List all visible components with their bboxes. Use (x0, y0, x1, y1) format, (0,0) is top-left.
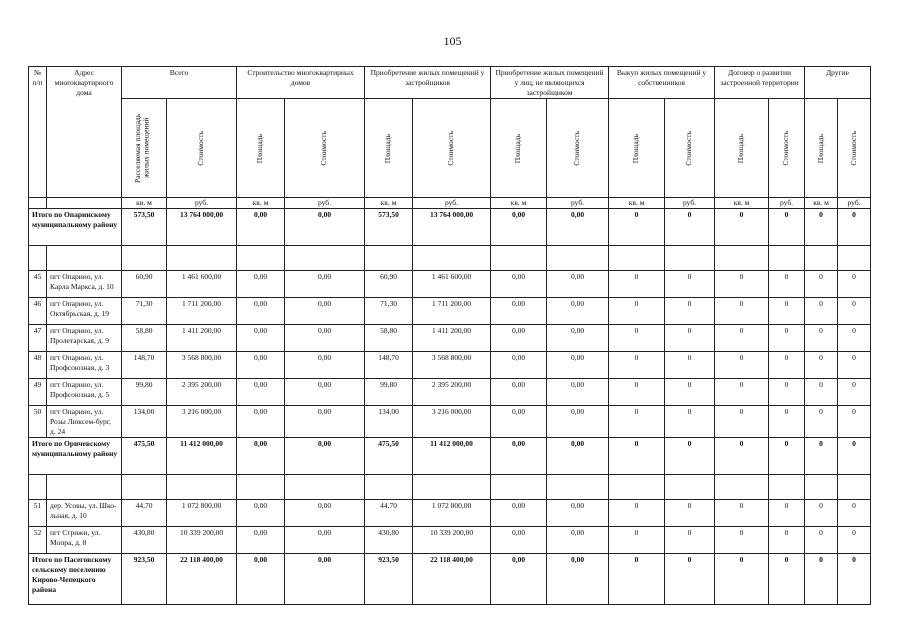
table-row (29, 379, 871, 406)
row-value: 0 (769, 406, 805, 438)
total-value: 0 (609, 438, 665, 475)
row-value: 44,70 (122, 500, 167, 527)
empty-cell (715, 475, 769, 500)
total-row (29, 554, 871, 605)
total-value: 0 (805, 554, 838, 605)
row-value: 0,00 (547, 325, 609, 352)
empty-cell (413, 475, 491, 500)
row-value: 0,00 (285, 271, 365, 298)
row-number: 45 (29, 271, 47, 298)
row-value: 99,80 (365, 379, 413, 406)
unit-cost: руб. (285, 198, 365, 209)
row-value: 58,80 (122, 325, 167, 352)
total-row (29, 209, 871, 246)
row-value: 0 (715, 325, 769, 352)
total-value: 573,50 (365, 209, 413, 246)
row-value: 0,00 (491, 298, 547, 325)
total-value: 0,00 (547, 438, 609, 475)
empty-cell (285, 246, 365, 271)
row-value: 0 (838, 352, 871, 379)
group-header: Приобретение жилых помещений у застройщиков (365, 67, 491, 99)
empty-cell (547, 475, 609, 500)
row-value: 1 411 200,00 (413, 325, 491, 352)
row-value: 148,70 (122, 352, 167, 379)
total-label: Итого по Оричевскому муниципальному району (29, 438, 122, 475)
total-value: 0,00 (547, 554, 609, 605)
total-value: 0,00 (491, 554, 547, 605)
empty-cell (47, 475, 122, 500)
unit-cost: руб. (665, 198, 715, 209)
total-value: 0 (715, 554, 769, 605)
row-value: 430,80 (122, 527, 167, 554)
sub-header: Площадь (736, 133, 746, 163)
total-value: 0,00 (237, 209, 285, 246)
row-value: 0,00 (491, 271, 547, 298)
unit-area: кв. м (715, 198, 769, 209)
table-row (29, 271, 871, 298)
total-row (29, 438, 871, 475)
row-value: 0 (769, 527, 805, 554)
row-value: 0,00 (491, 325, 547, 352)
total-value: 0 (665, 209, 715, 246)
empty-cell (365, 475, 413, 500)
row-value: 0,00 (237, 527, 285, 554)
row-number: 47 (29, 325, 47, 352)
group-header: Другие (805, 67, 871, 99)
row-value: 0 (665, 325, 715, 352)
row-value: 0 (609, 527, 665, 554)
row-value: 0 (769, 352, 805, 379)
sub-header: Стоимость (684, 130, 694, 166)
table-row (29, 406, 871, 438)
row-value: 3 568 800,00 (167, 352, 237, 379)
empty-cell (167, 475, 237, 500)
header-row-sub (29, 99, 871, 198)
row-value: 60,90 (365, 271, 413, 298)
row-value: 134,00 (365, 406, 413, 438)
row-value: 0 (838, 379, 871, 406)
empty-cell (167, 246, 237, 271)
row-value: 0 (805, 379, 838, 406)
header-row-groups (29, 67, 871, 99)
sub-header: Площадь (631, 133, 641, 163)
row-value: 0,00 (285, 500, 365, 527)
row-value: 99,80 (122, 379, 167, 406)
total-value: 11 412 000,00 (167, 438, 237, 475)
table-row (29, 325, 871, 352)
row-value: 0 (805, 500, 838, 527)
total-value: 0,00 (285, 438, 365, 475)
table-row (29, 298, 871, 325)
unit-area: кв. м (805, 198, 838, 209)
sub-header: Стоимость (196, 130, 206, 166)
row-value: 0,00 (237, 298, 285, 325)
group-header: Приобретение жилых помещений у лиц, не являющихся застройщиком (491, 67, 609, 99)
empty-cell (29, 475, 47, 500)
row-value: 0 (665, 271, 715, 298)
total-value: 11 412 000,00 (413, 438, 491, 475)
total-value: 0 (715, 209, 769, 246)
row-value: 0,00 (237, 406, 285, 438)
row-address: пгт Опарино, ул. Профсоюзная, д. 5 (47, 379, 122, 406)
row-value: 0 (805, 527, 838, 554)
row-value: 0,00 (491, 352, 547, 379)
unit-cost: руб. (413, 198, 491, 209)
total-label: Итого по Пасеговскому сельскому поселению Кирово-Чепецкого района (29, 554, 122, 605)
row-value: 71,30 (122, 298, 167, 325)
empty-cell (805, 475, 838, 500)
empty-cell (491, 246, 547, 271)
empty-cell (491, 475, 547, 500)
row-value: 0 (715, 298, 769, 325)
empty-cell (122, 475, 167, 500)
row-value: 0 (769, 500, 805, 527)
page-number: 105 (443, 34, 462, 48)
row-number: 52 (29, 527, 47, 554)
row-value: 0 (805, 325, 838, 352)
row-value: 0 (715, 352, 769, 379)
unit-area: кв. м (365, 198, 413, 209)
row-address: пгт Опарино, ул. Розы Люксем-бург, д. 24 (47, 406, 122, 438)
sub-header: Стоимость (781, 130, 791, 166)
empty-cell (838, 246, 871, 271)
total-value: 0 (609, 209, 665, 246)
row-value: 71,30 (365, 298, 413, 325)
row-value: 0 (609, 379, 665, 406)
row-value: 0,00 (547, 500, 609, 527)
row-address: пгт Опарино, ул. Октябрьская, д. 19 (47, 298, 122, 325)
total-value: 0 (665, 554, 715, 605)
total-value: 0 (838, 554, 871, 605)
row-value: 0 (715, 500, 769, 527)
row-value: 0,00 (237, 325, 285, 352)
row-value: 3 216 000,00 (413, 406, 491, 438)
row-value: 0 (805, 406, 838, 438)
table-row (29, 527, 871, 554)
row-value: 10 339 200,00 (413, 527, 491, 554)
unit-cost: руб. (769, 198, 805, 209)
row-value: 58,80 (365, 325, 413, 352)
total-value: 0 (609, 554, 665, 605)
total-value: 22 118 400,00 (413, 554, 491, 605)
total-label: Итого по Опаринскому муниципальному району (29, 209, 122, 246)
total-value: 0 (838, 209, 871, 246)
row-value: 1 711 200,00 (167, 298, 237, 325)
row-value: 0,00 (237, 352, 285, 379)
empty-cell (805, 246, 838, 271)
total-value: 0,00 (285, 554, 365, 605)
unit-cost: руб. (167, 198, 237, 209)
row-value: 0,00 (237, 271, 285, 298)
empty-cell (365, 246, 413, 271)
group-header: Всего (122, 67, 237, 99)
unit-area: кв. м (237, 198, 285, 209)
row-value: 0 (665, 527, 715, 554)
row-value: 0 (609, 406, 665, 438)
row-address: пгт Опарино, ул. Профсоюзная, д. 3 (47, 352, 122, 379)
row-value: 0 (838, 271, 871, 298)
units-row (29, 198, 871, 209)
empty-cell (715, 246, 769, 271)
row-value: 0 (769, 298, 805, 325)
unit-area: кв. м (609, 198, 665, 209)
sub-header: Площадь (815, 133, 825, 163)
row-value: 0 (665, 406, 715, 438)
row-value: 134,00 (122, 406, 167, 438)
empty-cell (237, 475, 285, 500)
row-value: 44,70 (365, 500, 413, 527)
row-number: 50 (29, 406, 47, 438)
empty-cell (237, 246, 285, 271)
row-value: 1 072 800,00 (167, 500, 237, 527)
col-address-header: Адрес многоквартирного дома (47, 67, 122, 198)
total-value: 0 (838, 438, 871, 475)
row-value: 0 (769, 271, 805, 298)
housing-table (28, 66, 871, 605)
total-value: 0 (715, 438, 769, 475)
row-value: 0 (838, 298, 871, 325)
total-value: 573,50 (122, 209, 167, 246)
row-value: 0 (838, 406, 871, 438)
row-value: 0 (665, 379, 715, 406)
row-number: 51 (29, 500, 47, 527)
row-address: пгт Опарино, ул. Карла Маркса, д. 10 (47, 271, 122, 298)
empty-cell (122, 246, 167, 271)
row-value: 0,00 (491, 406, 547, 438)
row-value: 0 (609, 325, 665, 352)
spacer-row (29, 475, 871, 500)
total-value: 0,00 (237, 554, 285, 605)
empty-cell (838, 475, 871, 500)
table-body (29, 209, 871, 605)
row-value: 0 (665, 500, 715, 527)
row-value: 3 568 800,00 (413, 352, 491, 379)
total-value: 0 (805, 209, 838, 246)
row-value: 0,00 (547, 379, 609, 406)
row-address: пгт Опарино, ул. Пролетарская, д. 9 (47, 325, 122, 352)
empty-cell (665, 475, 715, 500)
row-number: 48 (29, 352, 47, 379)
row-value: 0 (838, 325, 871, 352)
row-value: 0,00 (285, 298, 365, 325)
row-value: 0,00 (237, 379, 285, 406)
row-value: 0 (769, 325, 805, 352)
total-value: 13 764 000,00 (413, 209, 491, 246)
row-value: 2 395 200,00 (413, 379, 491, 406)
row-address: дер. Усовы, ул. Шко-льная, д. 10 (47, 500, 122, 527)
sub-header: Площадь (513, 133, 523, 163)
table-row (29, 352, 871, 379)
empty-cell (609, 246, 665, 271)
empty-cell (47, 246, 122, 271)
row-value: 0 (838, 500, 871, 527)
total-value: 0 (769, 438, 805, 475)
group-header: Договор о развитии застроенной территории (715, 67, 805, 99)
row-value: 0 (805, 352, 838, 379)
empty-cell (769, 246, 805, 271)
row-value: 0,00 (285, 352, 365, 379)
row-value: 0,00 (547, 527, 609, 554)
total-value: 0 (665, 438, 715, 475)
row-value: 0 (715, 271, 769, 298)
row-value: 10 339 200,00 (167, 527, 237, 554)
row-address: пгт Стрижи, ул. Мопра, д. 8 (47, 527, 122, 554)
total-value: 0,00 (285, 209, 365, 246)
col-num-header: № п/п (29, 67, 47, 198)
row-value: 0,00 (547, 298, 609, 325)
unit-area: кв. м (122, 198, 167, 209)
row-value: 1 711 200,00 (413, 298, 491, 325)
total-value: 0 (769, 209, 805, 246)
row-value: 0 (838, 527, 871, 554)
row-value: 0 (715, 379, 769, 406)
sub-header: Стоимость (446, 130, 456, 166)
row-value: 0 (665, 298, 715, 325)
table-row (29, 500, 871, 527)
unit-cost: руб. (547, 198, 609, 209)
sub-header: Стоимость (572, 130, 582, 166)
row-value: 2 395 200,00 (167, 379, 237, 406)
total-value: 0,00 (491, 209, 547, 246)
row-value: 0,00 (285, 527, 365, 554)
empty-cell (769, 475, 805, 500)
row-value: 0,00 (285, 379, 365, 406)
row-value: 0,00 (491, 527, 547, 554)
row-value: 0,00 (237, 500, 285, 527)
empty-cell (547, 246, 609, 271)
row-value: 0 (609, 298, 665, 325)
total-value: 0,00 (491, 438, 547, 475)
sub-header: Площадь (383, 133, 393, 163)
row-value: 1 411 200,00 (167, 325, 237, 352)
row-value: 0,00 (491, 379, 547, 406)
unit-area: кв. м (491, 198, 547, 209)
total-value: 13 764 000,00 (167, 209, 237, 246)
row-value: 0,00 (285, 406, 365, 438)
row-value: 0 (609, 271, 665, 298)
total-value: 923,50 (365, 554, 413, 605)
total-value: 22 118 400,00 (167, 554, 237, 605)
sub-header: Стоимость (848, 130, 858, 166)
row-value: 148,70 (365, 352, 413, 379)
row-value: 0,00 (547, 271, 609, 298)
total-value: 0 (769, 554, 805, 605)
row-value: 60,90 (122, 271, 167, 298)
total-value: 923,50 (122, 554, 167, 605)
total-value: 475,50 (122, 438, 167, 475)
total-value: 0,00 (547, 209, 609, 246)
row-value: 1 072 800,00 (413, 500, 491, 527)
row-number: 49 (29, 379, 47, 406)
row-value: 0,00 (491, 500, 547, 527)
empty-cell (665, 246, 715, 271)
row-value: 0 (609, 500, 665, 527)
row-value: 0 (715, 406, 769, 438)
spacer-row (29, 246, 871, 271)
empty-cell (413, 246, 491, 271)
total-value: 0 (805, 438, 838, 475)
row-value: 0 (805, 298, 838, 325)
row-value: 0 (769, 379, 805, 406)
row-value: 0 (715, 527, 769, 554)
group-header: Выкуп жилых помещений у собственников (609, 67, 715, 99)
sub-header: Расселяемая площадь жилых помещений (133, 113, 151, 183)
sub-header: Стоимость (319, 130, 329, 166)
total-value: 475,50 (365, 438, 413, 475)
empty-cell (609, 475, 665, 500)
row-value: 1 461 600,00 (413, 271, 491, 298)
row-value: 3 216 000,00 (167, 406, 237, 438)
row-value: 430,80 (365, 527, 413, 554)
row-value: 0,00 (547, 406, 609, 438)
row-value: 0 (665, 352, 715, 379)
empty-cell (285, 475, 365, 500)
row-value: 1 461 600,00 (167, 271, 237, 298)
empty-cell (29, 246, 47, 271)
group-header: Строительство многоквартирных домов (237, 67, 365, 99)
row-value: 0,00 (285, 325, 365, 352)
row-value: 0 (609, 352, 665, 379)
row-number: 46 (29, 298, 47, 325)
row-value: 0 (805, 271, 838, 298)
unit-cost: руб. (838, 198, 871, 209)
sub-header: Площадь (255, 133, 265, 163)
row-value: 0,00 (547, 352, 609, 379)
total-value: 0,00 (237, 438, 285, 475)
